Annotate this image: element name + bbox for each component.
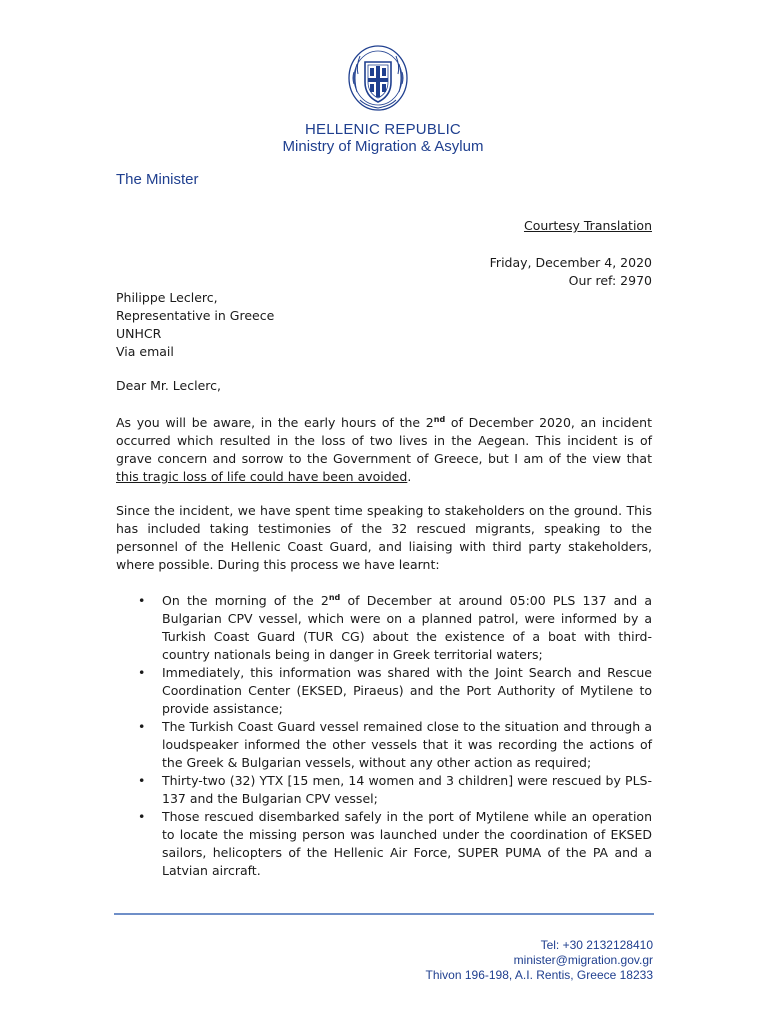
recipient-org: UNHCR	[116, 326, 162, 341]
para1-underlined: this tragic loss of life could have been avoided	[116, 469, 408, 484]
coat-of-arms-icon	[346, 44, 410, 112]
bullet-icon: •	[138, 809, 146, 824]
bullet5-text: Those rescued disembarked safely in the port of Mytilene while an operation to locate the missing person was launched under the coordination of EKSED sailors, helicopters of the Hellenic Air Force, SUPER PUMA of the PA and a Latvian aircraft.	[162, 809, 652, 878]
ministry-name: Ministry of Migration & Asylum	[282, 138, 484, 155]
paragraph-investigation: Since the incident, we have spent time speaking to stakeholders on the ground. This has included taking testimonies of the 32 rescued migrants, speaking to the personnel of the Hellenic Coast Guard, and liaising with third party stakeholders, where possible. During this process we have learnt:	[116, 503, 652, 572]
salutation: Dear Mr. Leclerc,	[116, 378, 221, 393]
paragraph-incident	[116, 414, 652, 486]
findings-list	[136, 592, 652, 880]
list-item	[136, 592, 652, 664]
list-item	[136, 664, 652, 718]
bullet-icon: •	[138, 665, 146, 680]
government-header	[200, 121, 566, 155]
reference-number: Our ref: 2970	[568, 273, 652, 288]
bullet-icon: •	[138, 719, 146, 734]
para1-text-b: of December 2020, an incident occurred which resulted in the loss of two lives in the Aegean. This incident is of grave concern and sorrow to the Government of Greece, but I am of the view that	[116, 415, 652, 466]
list-item	[136, 808, 652, 880]
bullet-icon: •	[138, 593, 146, 608]
letter-date: Friday, December 4, 2020	[489, 255, 652, 270]
para1-superscript: nd	[433, 414, 446, 424]
courtesy-translation-label: Courtesy Translation	[523, 218, 652, 233]
footer-contact	[426, 938, 653, 983]
list-item	[136, 718, 652, 772]
list-item	[136, 772, 652, 808]
footer-telephone: Tel: +30 2132128410	[540, 938, 653, 952]
bullet4-text: Thirty-two (32) YTX [15 men, 14 women and 3 children] were rescued by PLS-137 and the Bulgarian CPV vessel;	[162, 773, 652, 806]
sender-title: The Minister	[116, 171, 199, 188]
bullet3-text: The Turkish Coast Guard vessel remained close to the situation and through a loudspeaker informed the other vessels that it was recording the actions of the Greek & Bulgarian vessels, without any other action as required;	[162, 719, 652, 770]
bullet2-text: Immediately, this information was shared with the Joint Search and Rescue Coordination Center (EKSED, Piraeus) and the Port Authority of Mytilene to provide assistance;	[162, 665, 652, 716]
footer-email[interactable]: minister@migration.gov.gr	[513, 953, 653, 967]
country-name: HELLENIC REPUBLIC	[305, 121, 461, 138]
footer-address: Thivon 196-198, A.I. Rentis, Greece 18233	[425, 968, 653, 982]
bullet1-text-b: of December at around 05:00 PLS 137 and a Bulgarian CPV vessel, which were on a planned patrol, were informed by a Turkish Coast Guard (TUR CG) about the existence of a boat with third-country nationals being in danger in Greek territorial waters;	[162, 593, 652, 662]
footer-divider	[114, 913, 654, 915]
recipient-name: Philippe Leclerc,	[116, 290, 218, 305]
recipient-address	[116, 289, 652, 361]
recipient-title: Representative in Greece	[116, 308, 275, 323]
bullet-icon: •	[138, 773, 146, 788]
para1-text-a: As you will be aware, in the early hours of the 2	[116, 415, 434, 430]
bullet1-superscript: nd	[328, 592, 341, 602]
para1-text-c: .	[407, 469, 412, 484]
bullet1-text-a: On the morning of the 2	[162, 593, 329, 608]
recipient-via: Via email	[116, 344, 174, 359]
